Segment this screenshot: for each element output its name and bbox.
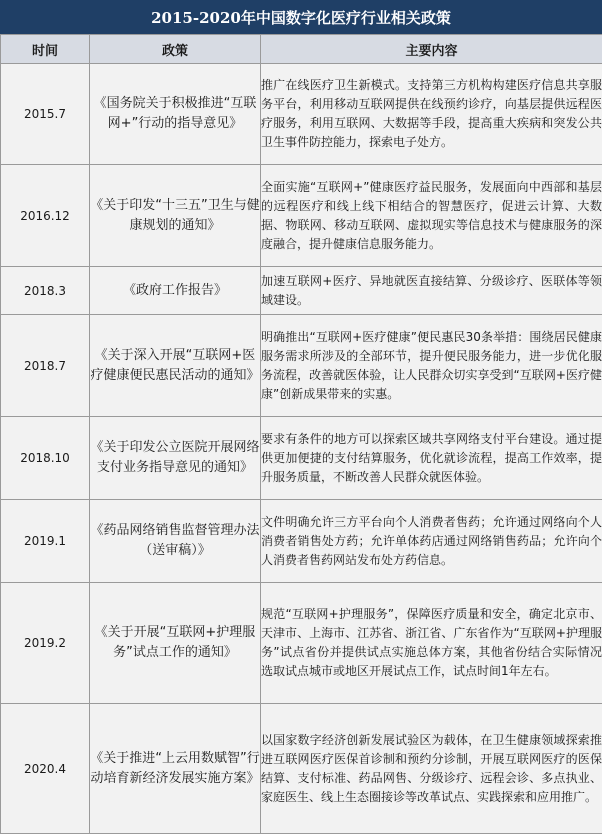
row-policy: 《药品网络销售监督管理办法（送审稿）》: [90, 500, 261, 583]
row-time: 2018.7: [1, 315, 90, 417]
row-content: 明确推出“互联网+医疗健康”便民惠民30条举措：围绕居民健康服务需求所涉及的全部环节，提升便民服务能力，进一步优化服务流程，改善就医体验，让人民群众切实享受到“互联网+医疗健康”创新成果带来的实惠。: [261, 315, 602, 417]
row-time: 2019.2: [1, 583, 90, 704]
row-time: 2015.7: [1, 64, 90, 165]
table-row: [1, 583, 602, 704]
row-content: 规范“互联网+护理服务”，保障医疗质量和安全，确定北京市、天津市、上海市、江苏省、浙江省、广东省作为“互联网+护理服务”试点省份并提供试点实施总体方案，其他省份结合实际情况选取试点城市或地区开展试点工作，试点时间1年左右。: [261, 583, 602, 704]
row-policy: 《关于印发“十三五”卫生与健康规划的通知》: [90, 165, 261, 267]
table-row: [1, 315, 602, 417]
row-content: 推广在线医疗卫生新模式。支持第三方机构构建医疗信息共享服务平台，利用移动互联网提供在线预约诊疗，向基层提供远程医疗服务，利用互联网、大数据等手段，提高重大疾病和突发公共卫生事件防控能力，探索电子处方。: [261, 64, 602, 165]
table-row: [1, 417, 602, 500]
row-time: 2018.10: [1, 417, 90, 500]
row-content: 要求有条件的地方可以探索区域共享网络支付平台建设。通过提供更加便捷的支付结算服务，优化就诊流程，提高工作效率，提升服务质量，不断改善人民群众就医体验。: [261, 417, 602, 500]
header-time: 时间: [1, 35, 90, 64]
row-content: 加速互联网+医疗、异地就医直接结算、分级诊疗、医联体等领域建设。: [261, 267, 602, 315]
row-time: 2018.3: [1, 267, 90, 315]
table-row: [1, 267, 602, 315]
policy-table: [0, 34, 602, 834]
table-row: [1, 500, 602, 583]
row-policy: 《国务院关于积极推进“互联网+”行动的指导意见》: [90, 64, 261, 165]
row-content: 以国家数字经济创新发展试验区为载体，在卫生健康领域探索推进互联网医疗医保首诊制和预约分诊制，开展互联网医疗的医保结算、支付标准、药品网售、分级诊疗、远程会诊、多点执业、家庭医生、线上生态圈接诊等改革试点、实践探索和应用推广。: [261, 704, 602, 834]
row-content: 全面实施“互联网+”健康医疗益民服务，发展面向中西部和基层的远程医疗和线上线下相结合的智慧医疗，促进云计算、大数据、物联网、移动互联网、虚拟现实等信息技术与健康服务的深度融合，提升健康信息服务能力。: [261, 165, 602, 267]
table-row: [1, 64, 602, 165]
header-policy: 政策: [90, 35, 261, 64]
row-policy: 《关于印发公立医院开展网络支付业务指导意见的通知》: [90, 417, 261, 500]
row-policy: 《政府工作报告》: [90, 267, 261, 315]
row-policy: 《关于推进“上云用数赋智”行动培育新经济发展实施方案》: [90, 704, 261, 834]
header-content: 主要内容: [261, 35, 602, 64]
header-row: [1, 35, 602, 64]
row-time: 2020.4: [1, 704, 90, 834]
table-title: 2015-2020年中国数字化医疗行业相关政策: [0, 0, 602, 34]
row-policy: 《关于深入开展“互联网+医疗健康便民惠民活动的通知》: [90, 315, 261, 417]
row-policy: 《关于开展“互联网+护理服务”试点工作的通知》: [90, 583, 261, 704]
table-row: [1, 165, 602, 267]
row-content: 文件明确允许三方平台向个人消费者售药；允许通过网络向个人消费者销售处方药；允许单体药店通过网络销售药品；允许向个人消费者售药网站发布处方药信息。: [261, 500, 602, 583]
table-row: [1, 704, 602, 834]
row-time: 2016.12: [1, 165, 90, 267]
row-time: 2019.1: [1, 500, 90, 583]
